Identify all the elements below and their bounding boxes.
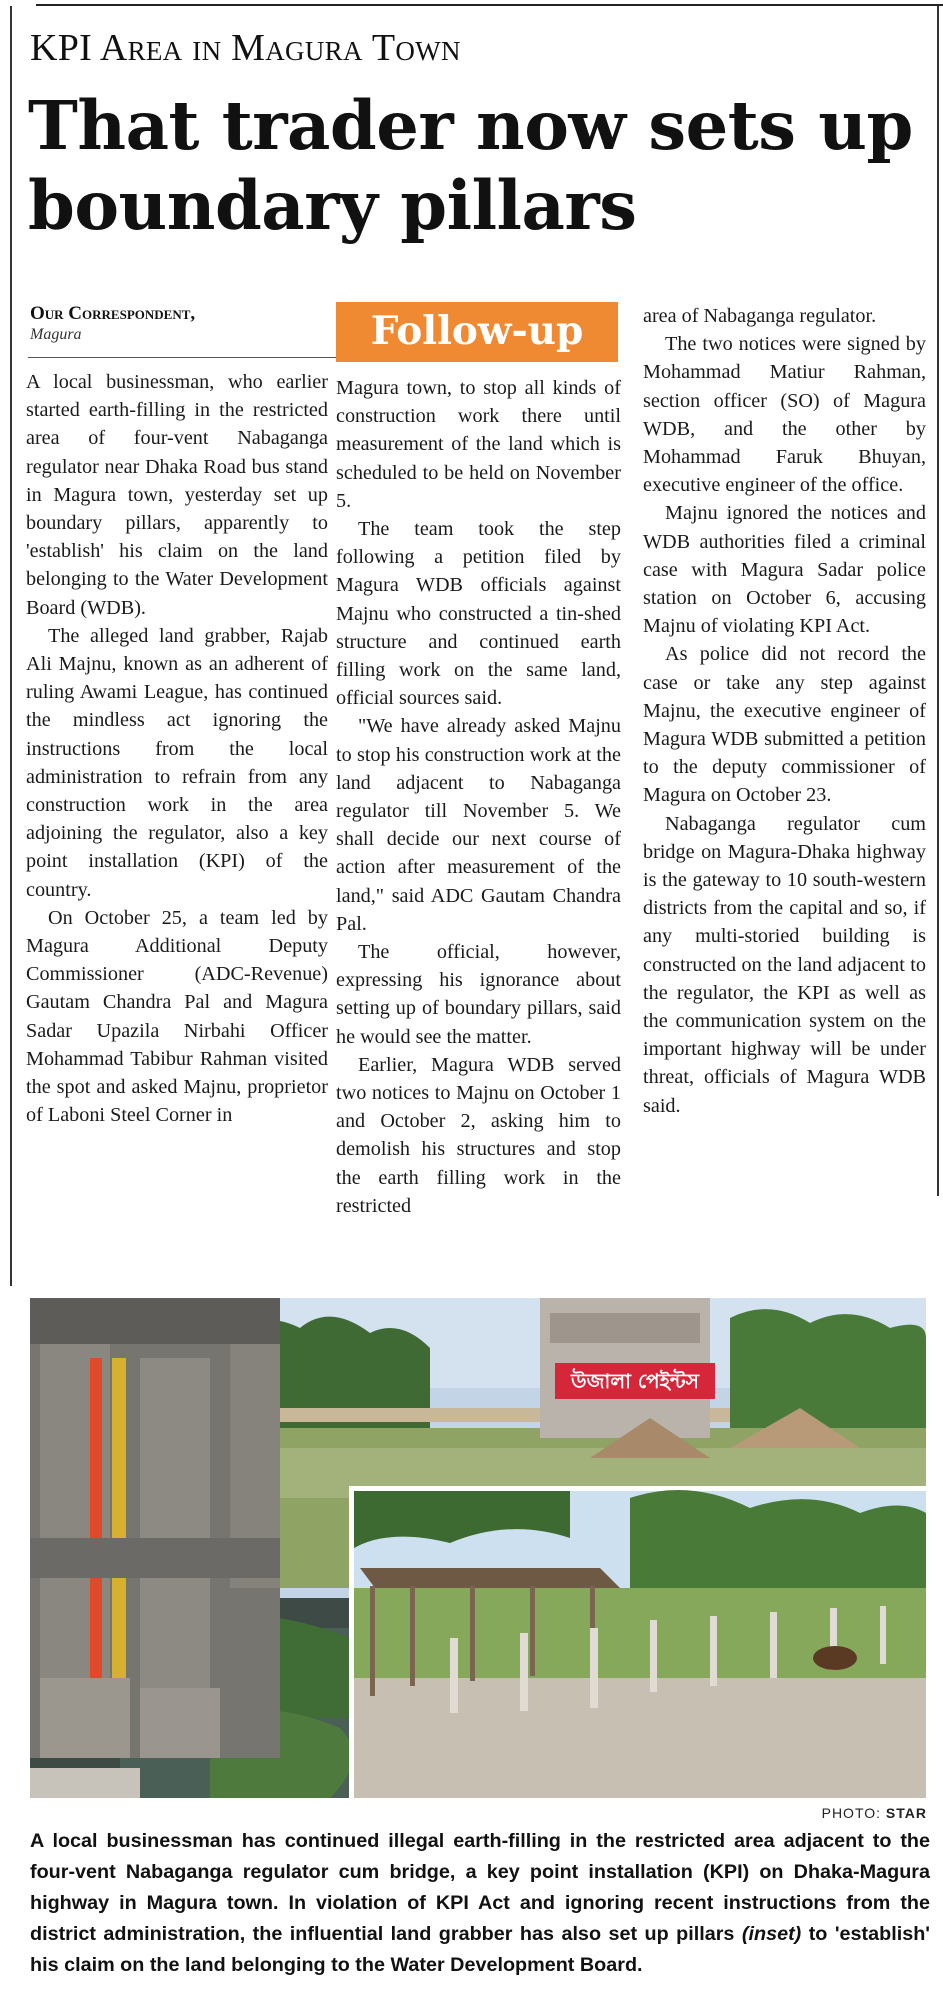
paragraph: Majnu ignored the notices and WDB authorities filed a criminal case with Magura Sadar police station on October 6, accusing Majnu of violating KPI Act. — [643, 502, 926, 638]
kicker: KPI Area in Magura Town — [30, 27, 461, 69]
paragraph: A local businessman, who earlier started earth-filling in the restricted area of four-vent Nabaganga regulator near Dhaka Road bus stand in Magura town, yesterday set up boundary pillars, apparently to 'establish' his claim on the land belonging to the Water Development Board (WDB). — [26, 371, 328, 619]
byline — [30, 303, 330, 344]
column-1 — [26, 368, 328, 1129]
paragraph: On October 25, a team led by Magura Additional Deputy Commissioner (ADC-Revenue) Gautam Chandra Pal and Magura Sadar Upazila Nirbahi Officer Mohammad Tabibur Rahman visited the spot and asked Majnu, proprietor of Laboni Steel Corner in — [26, 906, 328, 1127]
paragraph: Magura town, to stop all kinds of construction work there until measurement of the land which is scheduled to be held on November 5. — [336, 377, 621, 512]
follow-up-badge: Follow-up — [336, 302, 618, 362]
news-photo — [30, 1298, 926, 1798]
caption-text-a: A local businessman has continued illegal earth-filling in the restricted area adjacent to the four-vent Nabaganga regulator cum bridge, a key point installation (KPI) on Dhaka-Magura highway in Magura town. In violation of KPI Act and ignoring recent instructions from the district administration, the influential land grabber has also set up pillars — [30, 1830, 930, 1945]
paragraph: The official, however, expressing his ignorance about setting up of boundary pillars, said he would see the matter. — [336, 941, 621, 1048]
photo-credit — [822, 1805, 927, 1821]
caption-text-b: to 'establish' his claim on the land belonging to the Water Development Board. — [30, 1923, 931, 1976]
paragraph: As police did not record the case or take any step against Majnu, the executive engineer of Magura WDB submitted a petition to the deputy commissioner of Magura on October 23. — [643, 643, 926, 807]
paragraph: Earlier, Magura WDB served two notices to Majnu on October 1 and October 2, asking him to demolish his structures and stop the earth filling work in the restricted — [336, 1053, 621, 1217]
byline-rule — [28, 357, 338, 358]
paragraph: Nabaganga regulator cum bridge on Magura-Dhaka highway is the gateway to 10 south-western districts from the capital and so, if any multi-storied building is constructed on the land adjacent to the regulator, the KPI as well as the communication system on the important highway will be under threat, officials of Magura WDB said. — [643, 812, 926, 1117]
byline-place: Magura — [30, 326, 82, 343]
left-column-rule — [10, 6, 12, 1286]
paragraph: The alleged land grabber, Rajab Ali Majnu, known as an adherent of ruling Awami League, has continued the mindless act ignoring the instructions from the local administration to refrain from any construction work in the area adjoining the regulator, also a key point installation (KPI) of the country. — [26, 624, 328, 901]
photo-credit-source: STAR — [885, 1805, 927, 1821]
paragraph: "We have already asked Majnu to stop his construction work at the land adjacent to Nabaganga regulator till November 5. We shall decide our next course of action after measurement of the land," said ADC Gautam Chandra Pal. — [336, 715, 621, 935]
photo-caption — [30, 1826, 930, 1981]
byline-name: Our Correspondent, — [30, 303, 196, 324]
headline: That trader now sets up boundary pillars — [28, 86, 913, 245]
photo-credit-label: PHOTO: — [821, 1805, 882, 1821]
top-rule — [36, 4, 943, 6]
paragraph: area of Nabaganga regulator. — [643, 305, 877, 327]
caption-inset-label: (inset) — [741, 1923, 802, 1945]
paragraph: The two notices were signed by Mohammad Matiur Rahman, section officer (SO) of Magura WDB, and the other by Mohammad Faruk Bhuyan, executive engineer of the office. — [643, 333, 926, 497]
column-3 — [643, 302, 926, 1120]
paragraph: The team took the step following a petition filed by Magura WDB officials against Majnu who constructed a tin-shed structure and continued earth filling work on the same land, official sources said. — [336, 518, 621, 710]
shop-sign-text: উজালা পেইন্টস — [571, 1369, 699, 1393]
right-column-rule — [937, 6, 939, 1196]
column-2 — [336, 374, 621, 1220]
